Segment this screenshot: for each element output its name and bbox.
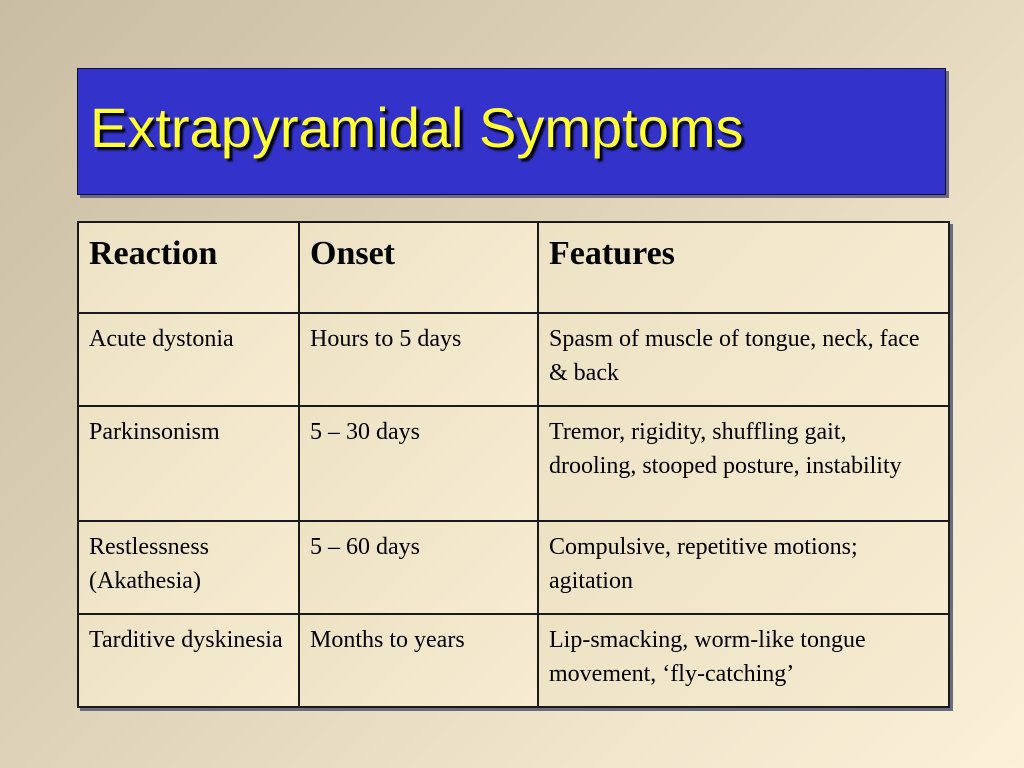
table-row bbox=[78, 521, 949, 614]
header-onset: Onset bbox=[299, 222, 538, 313]
cell-onset: Months to years bbox=[299, 614, 538, 707]
header-features: Features bbox=[538, 222, 949, 313]
header-reaction: Reaction bbox=[78, 222, 299, 313]
cell-reaction: Parkinsonism bbox=[78, 406, 299, 521]
title-banner bbox=[77, 68, 946, 195]
cell-onset: 5 – 30 days bbox=[299, 406, 538, 521]
cell-reaction: Tarditive dyskinesia bbox=[78, 614, 299, 707]
cell-features: Spasm of muscle of tongue, neck, face & back bbox=[538, 313, 949, 406]
cell-reaction: Acute dystonia bbox=[78, 313, 299, 406]
cell-reaction: Restlessness (Akathesia) bbox=[78, 521, 299, 614]
table-row bbox=[78, 614, 949, 707]
cell-onset: 5 – 60 days bbox=[299, 521, 538, 614]
cell-features: Lip-smacking, worm-like tongue movement, ‘fly-catching’ bbox=[538, 614, 949, 707]
table-row bbox=[78, 313, 949, 406]
cell-features: Tremor, rigidity, shuffling gait, drooling, stooped posture, instability bbox=[538, 406, 949, 521]
cell-features: Compulsive, repetitive motions; agitation bbox=[538, 521, 949, 614]
slide-title: Extrapyramidal Symptoms bbox=[90, 96, 744, 159]
table-row bbox=[78, 406, 949, 521]
symptoms-table bbox=[77, 221, 950, 708]
table-header-row bbox=[78, 222, 949, 313]
cell-onset: Hours to 5 days bbox=[299, 313, 538, 406]
